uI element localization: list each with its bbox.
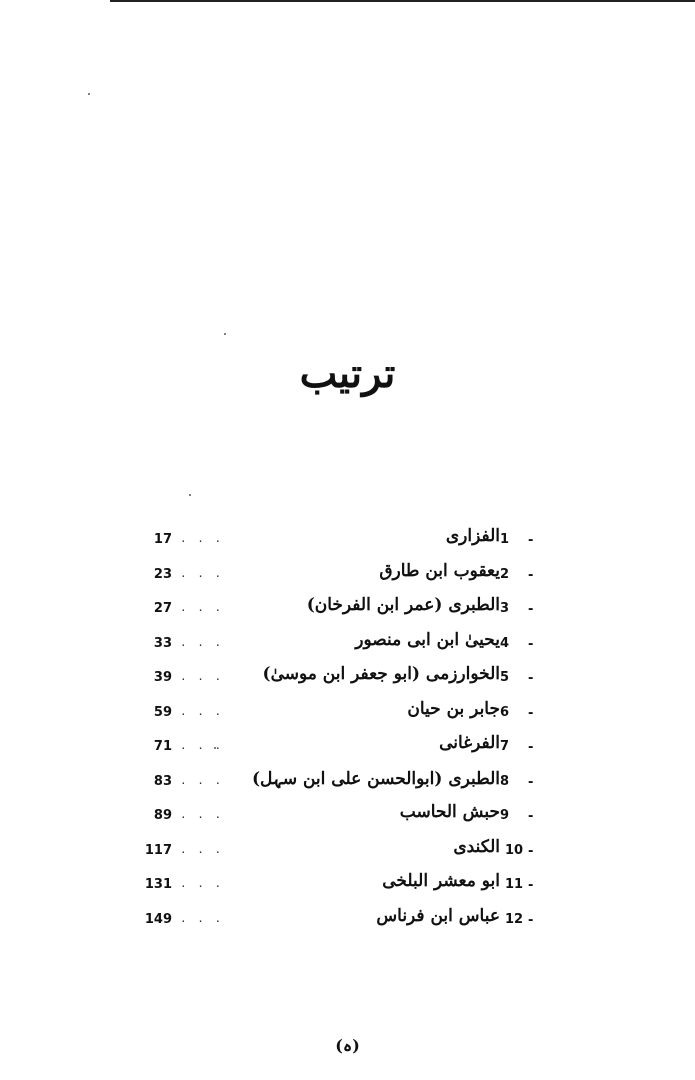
toc-leader-dots: . . . bbox=[180, 566, 224, 580]
toc-leader-dots: . . . bbox=[180, 911, 224, 925]
toc-page-number: 23 bbox=[153, 566, 172, 582]
toc-entry-title: حبش الحاسب bbox=[399, 802, 500, 822]
toc-entry bbox=[0, 802, 695, 837]
toc-leader-dots: . . . bbox=[180, 704, 224, 718]
toc-entry-dash: - bbox=[528, 878, 534, 893]
toc-leader-dots: . . . bbox=[180, 601, 224, 614]
scan-speck bbox=[224, 333, 226, 335]
toc-page-number: 89 bbox=[153, 808, 172, 823]
toc-page-number: 39 bbox=[153, 670, 172, 685]
toc-entry-number: 2 bbox=[500, 566, 510, 582]
toc-entry bbox=[0, 664, 695, 699]
toc-leader-dots: . . . bbox=[180, 739, 224, 752]
toc-entry-number: 9 bbox=[500, 808, 510, 823]
toc-entry-title: الفرغانی bbox=[439, 733, 500, 753]
toc-entry bbox=[0, 733, 695, 768]
toc-entry-number: 8 bbox=[500, 773, 510, 789]
toc-entry-dash: - bbox=[528, 602, 534, 617]
toc-entry bbox=[0, 595, 695, 630]
toc-page-number: 17 bbox=[153, 532, 172, 547]
toc-page-number: 117 bbox=[144, 842, 172, 858]
page-title: ترتیب bbox=[299, 350, 396, 397]
toc-entry-dash: - bbox=[528, 809, 534, 824]
toc-leader-dots: . . . bbox=[180, 877, 224, 890]
toc-entry-title: عباس ابن فرناس bbox=[376, 905, 500, 926]
toc-leader-dots: . . . bbox=[180, 808, 224, 821]
toc-entry-title: الکندی bbox=[453, 836, 500, 857]
toc-entry-number: 12 bbox=[505, 911, 524, 927]
toc-entry-title: الطبری (عمر ابن الفرخان) bbox=[306, 595, 500, 615]
toc-entry-dash: - bbox=[528, 843, 534, 859]
toc-entry-dash: - bbox=[528, 705, 534, 721]
toc-leader-dots: . . . bbox=[180, 773, 224, 787]
toc-entry-number: 5 bbox=[500, 670, 510, 685]
toc-page-number: 83 bbox=[153, 773, 172, 789]
toc-page-number: 149 bbox=[144, 911, 172, 927]
toc-entry-title: ابو معشر البلخی bbox=[382, 871, 500, 891]
toc-entry-dash: - bbox=[528, 567, 534, 583]
toc-leader-dots: . . . bbox=[180, 635, 224, 649]
toc-entry-title: جابر بن حیان bbox=[407, 698, 500, 719]
toc-entry bbox=[0, 768, 695, 803]
top-edge-rule bbox=[110, 0, 695, 2]
toc-leader-dots: . . . bbox=[180, 670, 224, 683]
toc-entry bbox=[0, 837, 695, 872]
toc-entry bbox=[0, 630, 695, 665]
toc-entry bbox=[0, 871, 695, 906]
toc-entry-title: یحییٰ ابن ابی منصور bbox=[355, 629, 500, 650]
toc-entry-number: 10 bbox=[505, 842, 524, 858]
toc-entry-number: 11 bbox=[505, 877, 524, 892]
toc-entry-dash: - bbox=[528, 636, 534, 652]
toc-entry-dash: - bbox=[528, 740, 534, 755]
toc-entry bbox=[0, 526, 695, 561]
toc-entry-number: 6 bbox=[500, 704, 510, 720]
toc-page-number: 33 bbox=[153, 635, 172, 651]
toc-entry-title: یعقوب ابن طارق bbox=[379, 560, 500, 581]
toc-entry bbox=[0, 906, 695, 941]
scan-speck bbox=[189, 494, 191, 496]
toc-entry-title: الفزاری bbox=[445, 526, 500, 546]
page-marker: (ہ) bbox=[335, 1036, 360, 1055]
toc-page-number: 71 bbox=[153, 739, 172, 754]
toc-entry-dash: - bbox=[528, 774, 534, 790]
toc-entry-dash: - bbox=[528, 912, 534, 928]
toc-entry-dash: - bbox=[528, 671, 534, 686]
toc-leader-dots: . . . bbox=[180, 532, 224, 545]
toc-leader-dots: . . . bbox=[180, 842, 224, 856]
toc-page-number: 131 bbox=[144, 877, 172, 892]
toc-entry-number: 1 bbox=[500, 532, 510, 547]
toc-entry-number: 3 bbox=[500, 601, 510, 616]
toc-page-number: 59 bbox=[153, 704, 172, 720]
toc-entry-number: 7 bbox=[500, 739, 510, 754]
toc-entry-title: الطبری (ابوالحسن علی ابن سہل) bbox=[251, 768, 500, 789]
toc-entry-title: الخوارزمی (ابو جعفر ابن موسیٰ) bbox=[262, 664, 500, 684]
toc-entry-dash: - bbox=[528, 533, 534, 548]
toc-page-number: 27 bbox=[153, 601, 172, 616]
toc-entry-number: 4 bbox=[500, 635, 510, 651]
toc-entry bbox=[0, 699, 695, 734]
toc-entry bbox=[0, 561, 695, 596]
scan-speck bbox=[88, 93, 90, 95]
